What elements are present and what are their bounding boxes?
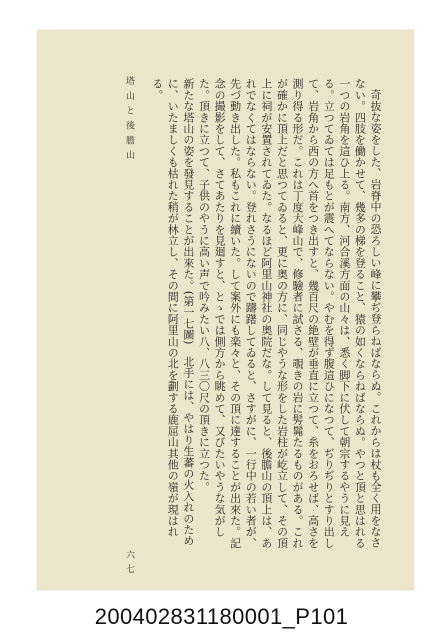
book-page	[37, 30, 414, 590]
paragraph-1: 奇抜な姿をした、岩脊中の恐ろしい峰に攀ぢ登らねばならぬ。これからは杖も全く用をなさない。四肢を働かせて、幾多の梯を登ること、猿の如くならねばならぬ。やつと頂と思はれる一つの岩角を這ひ上る。南方、河合溪方面の山々は、悉く脚下に伏して朝宗するやうに見える。立つてゐては足もとが震へてならない。やむを得ず腹這ひになつて、ぢりぢりとすり出して、岩角から西の方へ首をつき出すと、幾百尺の絶壁が垂直に立つて、糸をおろせば、高さを測り得る形だ。これは丁度大峰山で、修驗者に試さる、覗きの岩に髣髴たるものがある。これが確かに頂上だと思つてゐると、更に奥の方に、同じやうな形をした岩柱が屹立して、その頂上に祠が安置されてゐた。なるほど阿里山神社の奥院だな。して見ると、後膽山の頂上は、あれでなくてはならない。登れさうにないので躊躇してゐると、さすがに、一行中の若い者が、先づ動き出した。私もこれに續いた。して案外にも楽々と、その頂に達することが出來た。記念の撮影をして、さてあたりを見廻すと、とゝでは側方から眺めて、又びたいやうな気がした。頂きに立つて、子供のやうに高い声で吟みたい八、八三〇尺の頂きに立つた。	[197, 78, 382, 549]
page-number: 六 七	[124, 550, 134, 574]
running-header: 塔 山 と 後 膽 山	[124, 76, 134, 161]
archive-id-caption: 200402831180001_P101	[94, 604, 349, 629]
paragraph-2: 新たな塔山の姿を發見することが出來た。(第一七圖) 北手には、やはり生蕃の火入れのために、いたましくも枯れた稍が林立し、その間に阿里山の北を劃する鹿屈山其他の嶺が現はれる。	[150, 78, 195, 547]
body-text	[149, 78, 383, 554]
